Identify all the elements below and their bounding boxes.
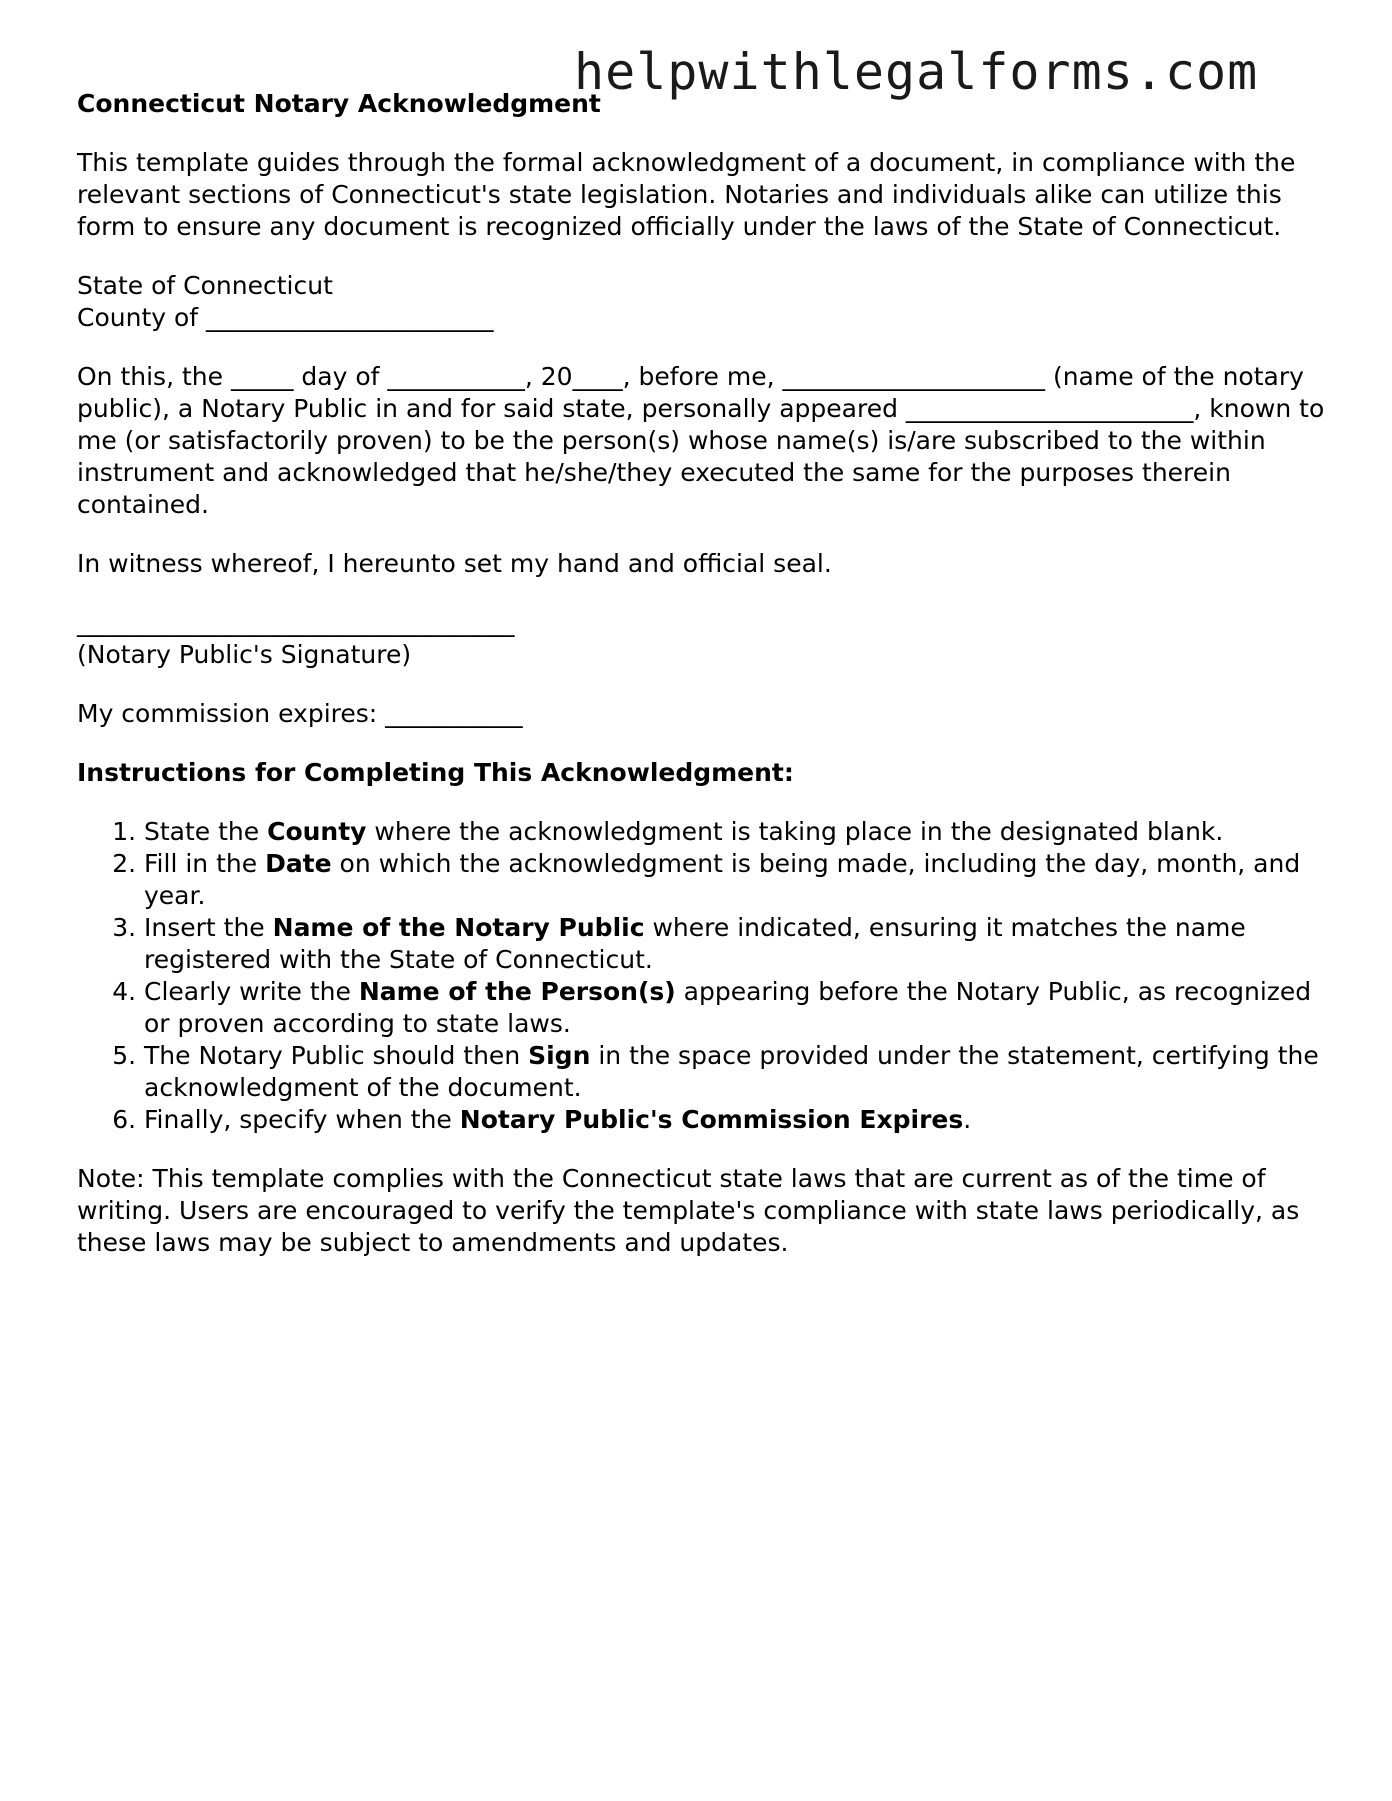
venue-county-field: County of _______________________ — [77, 303, 494, 332]
witness-statement: In witness whereof, I hereunto set my hand and official seal. — [77, 549, 832, 578]
document-title: Connecticut Notary Acknowledgment — [77, 89, 601, 118]
signature-caption: (Notary Public's Signature) — [77, 640, 412, 669]
instructions-heading: Instructions for Completing This Acknowledgment: — [77, 758, 794, 787]
document-body — [77, 88, 1327, 1286]
venue-state: State of Connecticut — [77, 271, 333, 300]
list-item: 6. Finally, specify when the Notary Public's Commission Expires. — [144, 1104, 1327, 1136]
watermark-text: helpwithlegalforms.com — [574, 43, 1259, 101]
list-item: 5. The Notary Public should then Sign in the space provided under the statement, certifying the acknowledgment of the document. — [144, 1040, 1327, 1104]
signature-block — [77, 607, 1327, 671]
list-item: 3. Insert the Name of the Notary Public where indicated, ensuring it matches the name registered with the State of Connecticut. — [144, 912, 1327, 976]
signature-line: ___________________________________ — [77, 608, 515, 637]
compliance-note: Note: This template complies with the Connecticut state laws that are current as of the time of writing. Users are encouraged to verify the template's compliance with state laws periodically, as these laws may be subject to amendments and updates. — [77, 1164, 1300, 1257]
list-item: 4. Clearly write the Name of the Person(s) appearing before the Notary Public, as recognized or proven according to state laws. — [144, 976, 1327, 1040]
list-item: 2. Fill in the Date on which the acknowledgment is being made, including the day, month, and year. — [144, 848, 1327, 912]
list-item: 1. State the County where the acknowledgment is taking place in the designated blank. — [144, 816, 1327, 848]
acknowledgment-paragraph: On this, the _____ day of ___________, 20____, before me, _____________________ (name of the notary public), a Notary Public in and for said state, personally appeared _______________________, known to me (or satisfactorily proven) to be the person(s) whose name(s) is/are subscribed to the within instrument and acknowledged that he/she/they executed the same for the purposes therein contained. — [77, 362, 1325, 519]
instructions-list — [77, 816, 1327, 1136]
intro-paragraph: This template guides through the formal acknowledgment of a document, in compliance with the relevant sections of Connecticut's state legislation. Notaries and individuals alike can utilize this form to ensure any document is recognized officially under the laws of the State of Connecticut. — [77, 148, 1296, 241]
commission-expiry-field: My commission expires: ___________ — [77, 699, 523, 728]
venue-block — [77, 270, 1327, 334]
